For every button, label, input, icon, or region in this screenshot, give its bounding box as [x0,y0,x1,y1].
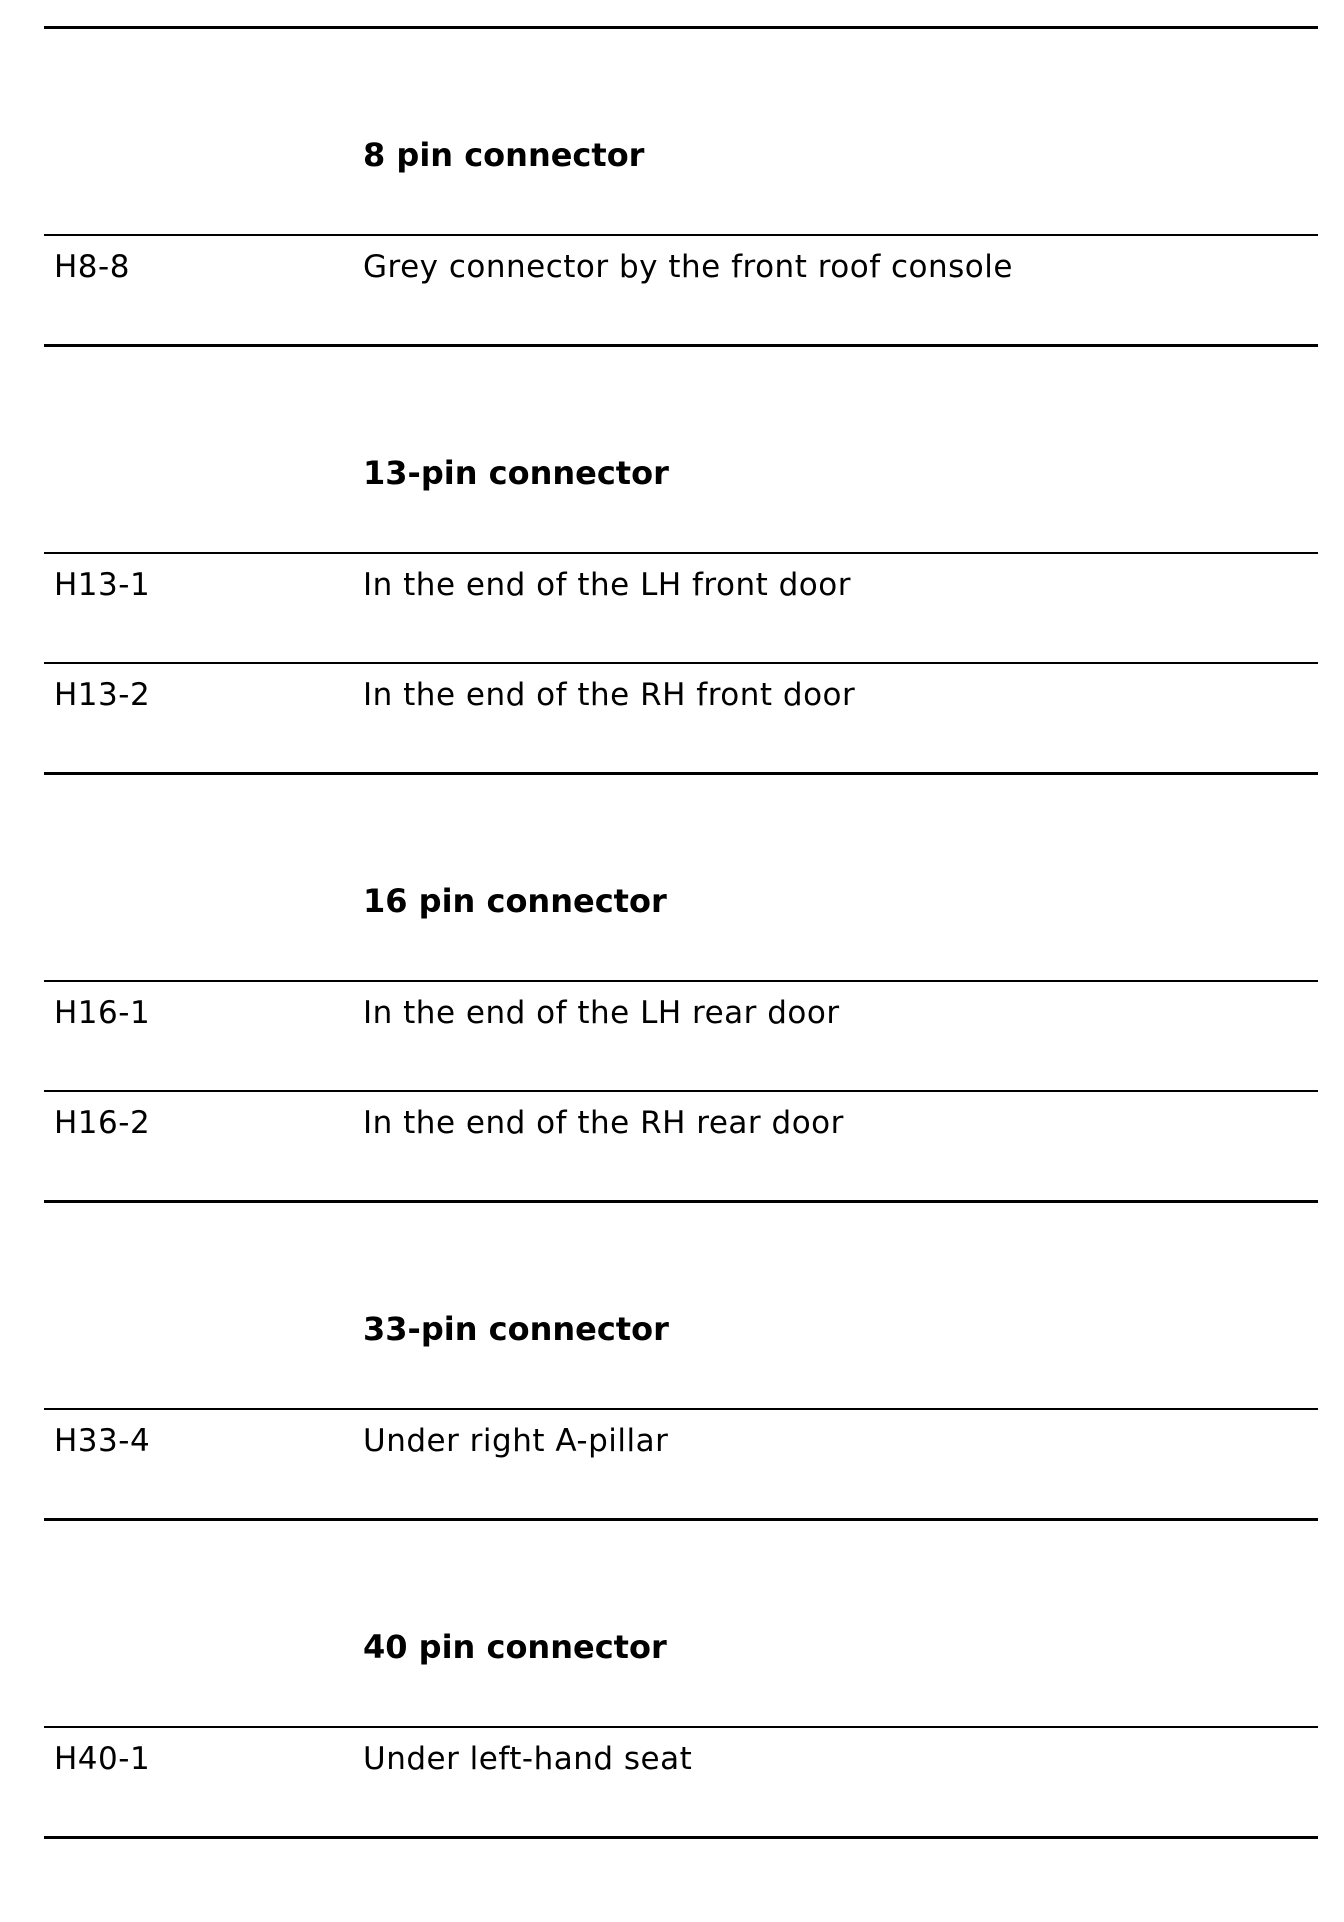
section-title: 33-pin connector [363,1310,669,1348]
section-header [44,775,1318,980]
section-header [44,1521,1318,1726]
connector-code: H13-2 [54,677,151,713]
section-end-rule [44,1836,1318,1839]
section-header [44,347,1318,552]
section-13-pin [44,347,1318,775]
connector-code: H16-2 [54,1105,151,1141]
table-row [44,1728,1318,1836]
table-row [44,982,1318,1090]
section-title: 16 pin connector [363,882,667,920]
connector-location: Under right A-pillar [363,1423,669,1459]
section-header [44,29,1318,234]
section-title: 8 pin connector [363,136,645,174]
connector-table [44,26,1318,1839]
section-title: 13-pin connector [363,454,669,492]
connector-location: Grey connector by the front roof console [363,249,1013,285]
connector-code: H8-8 [54,249,130,285]
table-row [44,554,1318,662]
connector-code: H16-1 [54,995,151,1031]
section-40-pin [44,1521,1318,1839]
section-33-pin [44,1203,1318,1521]
section-title: 40 pin connector [363,1628,667,1666]
table-row [44,1092,1318,1200]
connector-code: H40-1 [54,1741,151,1777]
section-16-pin [44,775,1318,1203]
connector-location: In the end of the RH front door [363,677,856,713]
section-8-pin [44,29,1318,347]
section-header [44,1203,1318,1408]
connector-location: Under left-hand seat [363,1741,693,1777]
connector-location: In the end of the RH rear door [363,1105,844,1141]
table-row [44,664,1318,772]
table-row [44,236,1318,344]
table-row [44,1410,1318,1518]
connector-code: H33-4 [54,1423,151,1459]
connector-code: H13-1 [54,567,151,603]
connector-location: In the end of the LH rear door [363,995,840,1031]
connector-location: In the end of the LH front door [363,567,851,603]
